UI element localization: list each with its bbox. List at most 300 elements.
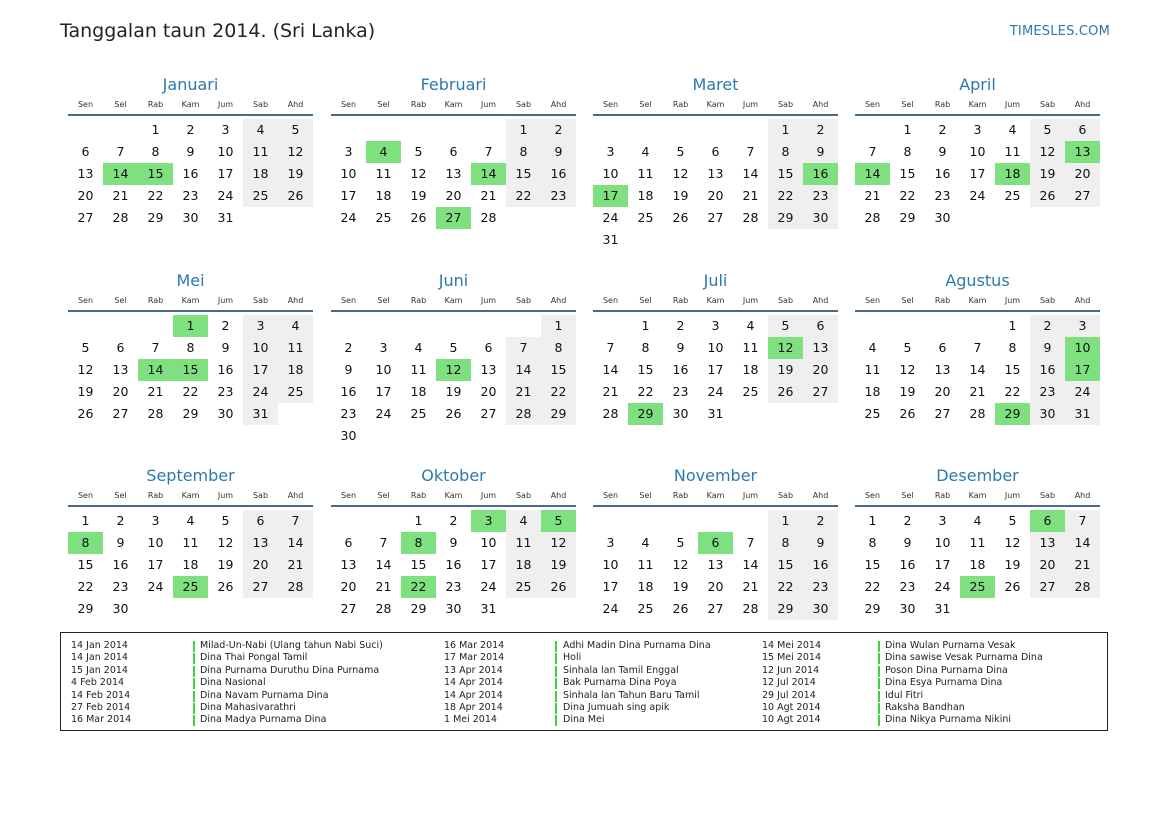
holiday-marker — [193, 691, 195, 702]
empty-cell — [925, 315, 960, 337]
holiday-name: Sinhala lan Tahun Baru Tamil — [563, 689, 700, 701]
day-cell: 26 — [1004, 579, 1021, 594]
weekday-label: Sel — [901, 100, 914, 109]
day-cell: 5 — [1030, 119, 1065, 141]
day-grid — [68, 510, 313, 620]
day-cell: 17 — [375, 384, 392, 399]
day-cell: 11 — [243, 141, 278, 163]
day-cell: 28 — [375, 601, 392, 616]
month-name: Maret — [692, 75, 739, 94]
day-cell: 23 — [899, 579, 916, 594]
holiday-day-cell: 17 — [593, 185, 628, 207]
day-cell: 4 — [746, 318, 755, 333]
month-name: Desember — [936, 466, 1019, 485]
day-cell: 26 — [899, 406, 916, 421]
day-cell: 6 — [116, 340, 125, 355]
day-cell: 19 — [1030, 163, 1065, 185]
day-cell: 22 — [768, 576, 803, 598]
day-cell: 19 — [410, 188, 427, 203]
day-grid — [593, 315, 838, 425]
holiday-marker — [193, 678, 195, 689]
weekday-label: Sel — [377, 296, 390, 305]
day-cell: 21 — [147, 384, 164, 399]
day-cell: 7 — [746, 535, 755, 550]
holiday-date: 14 Jan 2014 — [71, 652, 128, 664]
empty-cell — [698, 510, 733, 532]
weekday-label: Sen — [602, 296, 619, 305]
day-cell: 8 — [506, 141, 541, 163]
day-cell: 19 — [1004, 557, 1021, 572]
day-cell: 1 — [868, 513, 877, 528]
holiday-row — [762, 640, 1110, 652]
weekday-label: Jum — [480, 296, 497, 305]
holiday-row — [71, 714, 425, 726]
month-name: Januari — [162, 75, 219, 94]
day-cell: 12 — [672, 557, 689, 572]
holiday-day-cell: 3 — [471, 510, 506, 532]
weekday-label: Ahd — [1074, 491, 1091, 500]
day-cell: 30 — [217, 406, 234, 421]
month-mei — [68, 270, 313, 425]
day-cell: 16 — [340, 384, 357, 399]
day-cell: 22 — [506, 185, 541, 207]
day-cell: 26 — [672, 601, 689, 616]
day-cell: 17 — [217, 166, 234, 181]
day-cell: 30 — [340, 428, 357, 443]
day-cell: 26 — [77, 406, 94, 421]
day-cell: 13 — [707, 557, 724, 572]
month-april — [855, 74, 1100, 229]
day-cell: 3 — [151, 513, 160, 528]
holiday-row — [444, 665, 788, 677]
day-cell: 6 — [803, 315, 838, 337]
day-cell: 21 — [602, 384, 619, 399]
day-grid — [68, 315, 313, 425]
holiday-date: 14 Mei 2014 — [762, 640, 821, 651]
day-cell: 30 — [899, 601, 916, 616]
empty-cell — [733, 119, 768, 141]
day-cell: 26 — [410, 210, 427, 225]
day-cell: 12 — [899, 362, 916, 377]
day-cell: 15 — [506, 163, 541, 185]
day-cell: 26 — [445, 406, 462, 421]
empty-cell — [855, 315, 890, 337]
holiday-name: Milad-Un-Nabi (Ulang tahun Nabi Suci) — [200, 640, 383, 651]
day-cell: 27 — [1030, 576, 1065, 598]
month-name: Agustus — [945, 271, 1010, 290]
weekday-label: Sen — [340, 491, 357, 500]
day-cell: 4 — [506, 510, 541, 532]
month-januari — [68, 74, 313, 229]
empty-cell — [506, 315, 541, 337]
weekday-label: Sel — [114, 491, 127, 500]
day-cell: 24 — [217, 188, 234, 203]
holiday-marker — [878, 666, 880, 677]
day-cell: 10 — [147, 535, 164, 550]
empty-cell — [628, 119, 663, 141]
holiday-name: Idul Fitri — [885, 689, 924, 701]
holiday-row — [71, 652, 425, 664]
day-cell: 27 — [112, 406, 129, 421]
holiday-name: Dina Wulan Purnama Vesak — [885, 640, 1016, 651]
holiday-day-cell: 18 — [995, 163, 1030, 185]
day-cell: 11 — [864, 362, 881, 377]
holiday-marker — [555, 641, 557, 652]
day-cell: 29 — [147, 210, 164, 225]
holiday-name: Raksha Bandhan — [885, 701, 965, 713]
day-cell: 6 — [344, 535, 353, 550]
holiday-marker — [878, 641, 880, 652]
day-cell: 6 — [449, 144, 458, 159]
weekday-label: Rab — [672, 296, 689, 305]
day-cell: 12 — [410, 166, 427, 181]
holiday-marker — [555, 678, 557, 689]
month-name: November — [673, 466, 758, 485]
weekday-label: Ahd — [1074, 100, 1091, 109]
day-cell: 21 — [278, 554, 313, 576]
day-cell: 11 — [182, 535, 199, 550]
month-name: Juli — [703, 271, 728, 290]
day-cell: 25 — [243, 185, 278, 207]
day-cell: 14 — [278, 532, 313, 554]
day-cell: 25 — [278, 381, 313, 403]
holiday-date: 14 Apr 2014 — [444, 677, 503, 689]
day-cell: 23 — [217, 384, 234, 399]
month-september — [68, 465, 313, 620]
weekday-label: Rab — [934, 296, 951, 305]
day-cell: 2 — [449, 513, 458, 528]
day-cell: 23 — [340, 406, 357, 421]
day-grid — [855, 119, 1100, 229]
holiday-date: 18 Apr 2014 — [444, 701, 503, 713]
day-cell: 5 — [1008, 513, 1017, 528]
weekday-label: Sel — [377, 100, 390, 109]
weekday-header — [68, 97, 313, 116]
weekday-label: Jum — [742, 296, 759, 305]
day-cell: 20 — [445, 188, 462, 203]
day-cell: 18 — [506, 554, 541, 576]
day-cell: 27 — [480, 406, 497, 421]
day-cell: 3 — [711, 318, 720, 333]
day-cell: 16 — [541, 163, 576, 185]
holiday-marker — [878, 715, 880, 726]
day-cell: 24 — [480, 579, 497, 594]
day-cell: 8 — [868, 535, 877, 550]
day-cell: 9 — [186, 144, 195, 159]
holiday-day-cell: 25 — [173, 576, 208, 598]
day-cell: 3 — [973, 122, 982, 137]
day-cell: 29 — [899, 210, 916, 225]
weekday-header — [68, 293, 313, 312]
month-juli — [593, 270, 838, 425]
day-cell: 9 — [221, 340, 230, 355]
day-grid — [855, 510, 1100, 620]
holiday-name: Dina sawise Vesak Purnama Dina — [885, 652, 1043, 664]
day-cell: 8 — [903, 144, 912, 159]
holiday-name: Poson Dina Purnama Dina — [885, 664, 1008, 676]
weekday-label: Sab — [252, 296, 269, 305]
empty-cell — [68, 119, 103, 141]
day-cell: 30 — [182, 210, 199, 225]
holiday-day-cell: 8 — [68, 532, 103, 554]
day-cell: 8 — [541, 337, 576, 359]
day-cell: 11 — [506, 532, 541, 554]
holiday-day-cell: 12 — [436, 359, 471, 381]
day-cell: 17 — [934, 557, 951, 572]
holiday-day-cell: 29 — [995, 403, 1030, 425]
day-cell: 28 — [506, 403, 541, 425]
holiday-date: 13 Apr 2014 — [444, 664, 503, 676]
day-cell: 31 — [707, 406, 724, 421]
weekday-label: Jum — [1004, 296, 1021, 305]
day-cell: 22 — [899, 188, 916, 203]
day-cell: 8 — [641, 340, 650, 355]
holiday-row — [762, 652, 1110, 664]
day-cell: 20 — [112, 384, 129, 399]
day-cell: 7 — [506, 337, 541, 359]
day-cell: 9 — [676, 340, 685, 355]
day-cell: 7 — [1065, 510, 1100, 532]
day-cell: 13 — [112, 362, 129, 377]
day-cell: 27 — [707, 210, 724, 225]
day-cell: 19 — [445, 384, 462, 399]
day-cell: 14 — [742, 557, 759, 572]
day-cell: 21 — [112, 188, 129, 203]
holiday-name: Bak Purnama Dina Poya — [563, 677, 677, 689]
weekday-label: Sel — [377, 491, 390, 500]
day-cell: 8 — [1008, 340, 1017, 355]
holiday-row — [71, 677, 425, 689]
day-grid — [68, 119, 313, 229]
weekday-header — [855, 97, 1100, 116]
weekday-label: Ahd — [812, 100, 829, 109]
weekday-header — [855, 488, 1100, 507]
day-cell: 14 — [375, 557, 392, 572]
day-cell: 18 — [637, 579, 654, 594]
day-cell: 8 — [186, 340, 195, 355]
holiday-marker — [193, 666, 195, 677]
weekday-label: Rab — [410, 100, 427, 109]
day-cell: 9 — [344, 362, 353, 377]
holiday-row — [71, 640, 425, 652]
weekday-label: Rab — [147, 491, 164, 500]
empty-cell — [628, 510, 663, 532]
day-cell: 1 — [414, 513, 423, 528]
day-cell: 4 — [641, 144, 650, 159]
holiday-name: Sinhala lan Tamil Enggal — [563, 664, 679, 676]
holiday-day-cell: 25 — [960, 576, 995, 598]
day-cell: 7 — [379, 535, 388, 550]
weekday-label: Kam — [181, 100, 200, 109]
day-cell: 28 — [147, 406, 164, 421]
weekday-label: Sel — [639, 296, 652, 305]
holiday-date: 29 Jul 2014 — [762, 689, 816, 701]
day-cell: 12 — [672, 166, 689, 181]
day-grid — [855, 315, 1100, 425]
month-name: Februari — [420, 75, 487, 94]
day-cell: 5 — [221, 513, 230, 528]
holiday-date: 16 Mar 2014 — [71, 714, 132, 726]
day-cell: 31 — [1065, 403, 1100, 425]
empty-cell — [471, 315, 506, 337]
holiday-name: Holi — [563, 652, 582, 664]
holiday-row — [444, 714, 788, 726]
holiday-name: Dina Esya Purnama Dina — [885, 677, 1003, 689]
day-cell: 7 — [868, 144, 877, 159]
day-cell: 12 — [278, 141, 313, 163]
holiday-day-cell: 14 — [855, 163, 890, 185]
day-cell: 18 — [278, 359, 313, 381]
weekday-label: Sab — [515, 100, 532, 109]
day-cell: 18 — [637, 188, 654, 203]
empty-cell — [138, 315, 173, 337]
day-cell: 2 — [903, 513, 912, 528]
weekday-label: Jum — [742, 491, 759, 500]
weekday-label: Sen — [77, 100, 94, 109]
weekday-header — [593, 97, 838, 116]
day-cell: 4 — [243, 119, 278, 141]
day-cell: 13 — [340, 557, 357, 572]
day-cell: 27 — [707, 601, 724, 616]
day-cell: 13 — [480, 362, 497, 377]
month-name: September — [146, 466, 235, 485]
holiday-name: Dina Thai Pongal Tamil — [200, 652, 308, 664]
day-cell: 8 — [151, 144, 160, 159]
day-cell: 1 — [81, 513, 90, 528]
day-cell: 11 — [742, 340, 759, 355]
day-cell: 19 — [541, 554, 576, 576]
day-cell: 27 — [1065, 185, 1100, 207]
holiday-name: Adhi Madin Dina Purnama Dina — [563, 640, 711, 651]
holiday-day-cell: 15 — [173, 359, 208, 381]
day-cell: 10 — [934, 535, 951, 550]
holiday-date: 14 Jan 2014 — [71, 640, 128, 651]
month-name: April — [959, 75, 996, 94]
day-cell: 26 — [672, 210, 689, 225]
day-cell: 22 — [1004, 384, 1021, 399]
day-cell: 11 — [637, 166, 654, 181]
empty-cell — [593, 510, 628, 532]
day-cell: 7 — [746, 144, 755, 159]
weekday-label: Ahd — [1074, 296, 1091, 305]
holiday-marker — [193, 703, 195, 714]
day-cell: 5 — [414, 144, 423, 159]
day-cell: 20 — [707, 579, 724, 594]
month-februari — [331, 74, 576, 229]
holiday-row — [71, 690, 425, 702]
day-cell: 28 — [112, 210, 129, 225]
day-cell: 21 — [969, 384, 986, 399]
holiday-day-cell: 6 — [1030, 510, 1065, 532]
holiday-column — [762, 640, 1110, 727]
holiday-date: 10 Agt 2014 — [762, 701, 821, 713]
weekday-label: Kam — [444, 296, 463, 305]
day-cell: 28 — [969, 406, 986, 421]
holiday-date: 17 Mar 2014 — [444, 652, 505, 664]
day-cell: 22 — [864, 579, 881, 594]
day-cell: 15 — [77, 557, 94, 572]
day-cell: 26 — [217, 579, 234, 594]
day-cell: 12 — [77, 362, 94, 377]
day-cell: 13 — [803, 337, 838, 359]
site-link[interactable]: TIMESLES.COM — [1009, 24, 1110, 39]
day-cell: 21 — [1065, 554, 1100, 576]
weekday-label: Sab — [777, 100, 794, 109]
day-cell: 13 — [77, 166, 94, 181]
day-cell: 16 — [934, 166, 951, 181]
day-cell: 13 — [243, 532, 278, 554]
weekday-label: Sen — [864, 491, 881, 500]
day-cell: 10 — [243, 337, 278, 359]
weekday-label: Rab — [672, 491, 689, 500]
day-cell: 10 — [375, 362, 392, 377]
day-cell: 31 — [602, 232, 619, 247]
day-cell: 2 — [803, 510, 838, 532]
day-cell: 14 — [1065, 532, 1100, 554]
day-cell: 9 — [1030, 337, 1065, 359]
day-grid — [593, 119, 838, 251]
holiday-row — [444, 702, 788, 714]
day-cell: 25 — [1004, 188, 1021, 203]
day-cell: 20 — [480, 384, 497, 399]
day-cell: 21 — [375, 579, 392, 594]
holiday-date: 10 Agt 2014 — [762, 714, 821, 726]
day-cell: 18 — [243, 163, 278, 185]
day-cell: 28 — [742, 601, 759, 616]
day-cell: 7 — [606, 340, 615, 355]
empty-cell — [471, 119, 506, 141]
weekday-label: Ahd — [287, 491, 304, 500]
day-cell: 2 — [344, 340, 353, 355]
day-cell: 13 — [707, 166, 724, 181]
month-name: Mei — [176, 271, 205, 290]
holiday-marker — [878, 678, 880, 689]
weekday-label: Jum — [480, 100, 497, 109]
holiday-marker — [193, 641, 195, 652]
day-cell: 23 — [672, 384, 689, 399]
holiday-day-cell: 6 — [698, 532, 733, 554]
weekday-label: Sen — [602, 100, 619, 109]
holiday-marker — [555, 691, 557, 702]
day-cell: 29 — [768, 207, 803, 229]
day-cell: 1 — [768, 119, 803, 141]
day-cell: 24 — [243, 381, 278, 403]
day-cell: 25 — [637, 601, 654, 616]
day-cell: 21 — [864, 188, 881, 203]
weekday-label: Sen — [864, 100, 881, 109]
holiday-name: Dina Purnama Duruthu Dina Purnama — [200, 664, 380, 676]
day-cell: 31 — [243, 403, 278, 425]
day-cell: 19 — [77, 384, 94, 399]
day-cell: 22 — [768, 185, 803, 207]
day-cell: 28 — [602, 406, 619, 421]
holiday-day-cell: 15 — [138, 163, 173, 185]
day-cell: 3 — [243, 315, 278, 337]
day-cell: 11 — [375, 166, 392, 181]
holiday-row — [444, 677, 788, 689]
day-cell: 9 — [803, 532, 838, 554]
day-cell: 16 — [182, 166, 199, 181]
holiday-row — [762, 714, 1110, 726]
day-cell: 15 — [1004, 362, 1021, 377]
holiday-date: 1 Mei 2014 — [444, 714, 497, 726]
day-cell: 15 — [768, 554, 803, 576]
day-cell: 19 — [899, 384, 916, 399]
day-cell: 31 — [480, 601, 497, 616]
page-title: Tanggalan taun 2014. (Sri Lanka) — [60, 20, 376, 42]
weekday-label: Sab — [777, 296, 794, 305]
weekday-label: Rab — [934, 100, 951, 109]
